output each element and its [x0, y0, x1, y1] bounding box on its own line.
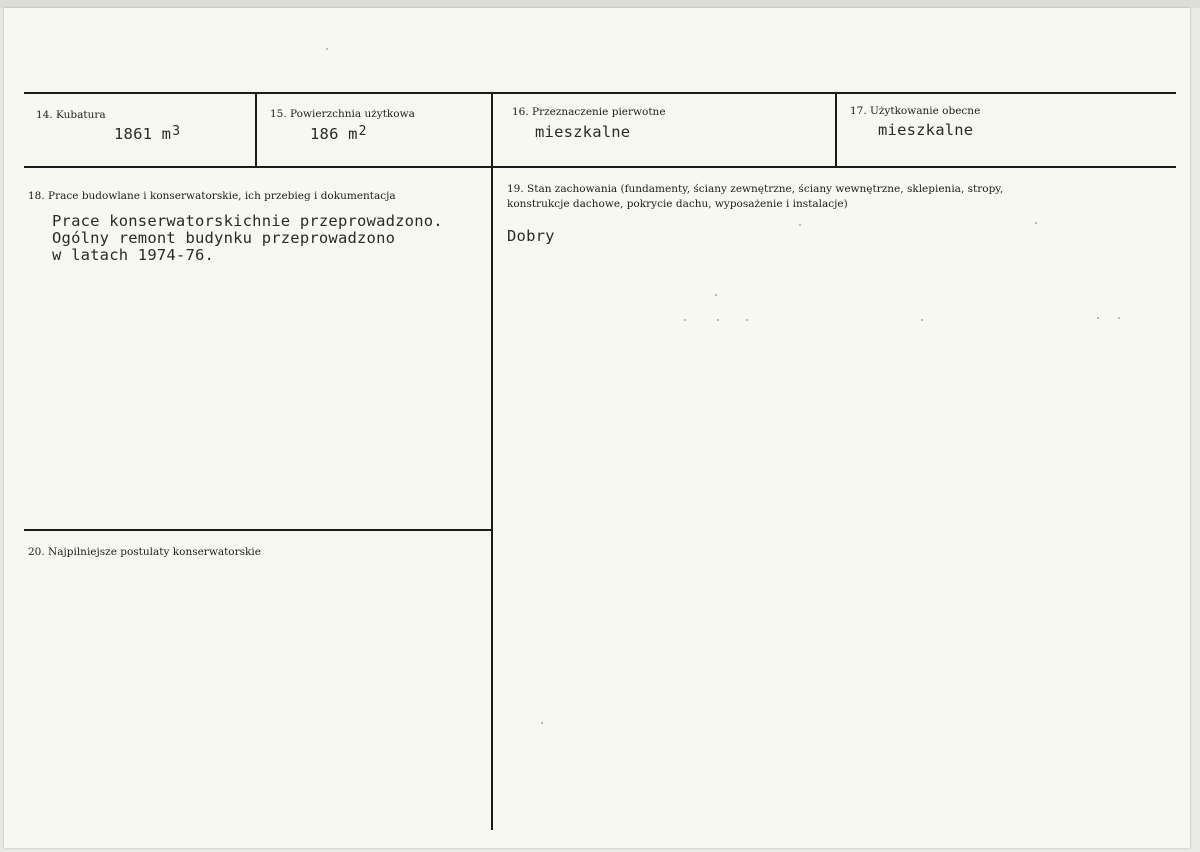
field-15-exponent: 2 — [358, 124, 367, 139]
record-card — [4, 8, 1190, 848]
field-18-label: 18. Prace budowlane i konserwatorskie, ich przebieg i dokumentacja — [28, 190, 396, 202]
divider-14-15 — [255, 92, 257, 168]
paper-speck — [1097, 317, 1099, 319]
paper-speck — [921, 319, 923, 321]
field-18-line-3: w latach 1974-76. — [52, 246, 215, 264]
field-20-label: 20. Najpilniejsze postulaty konserwatorskie — [28, 546, 261, 558]
field-19-label: 19. Stan zachowania (fundamenty, ściany zewnętrzne, ściany wewnętrzne, sklepienia, stropy, konstrukcje dachowe, pokrycie dachu, wyposażenie i instalacje) — [507, 183, 1004, 210]
field-16-value: mieszkalne — [535, 123, 631, 141]
paper-speck — [1035, 222, 1037, 224]
divider-15-16 — [491, 92, 493, 830]
divider-16-17 — [835, 92, 837, 168]
paper-speck — [541, 722, 543, 724]
field-15-value — [310, 126, 367, 143]
paper-speck — [799, 224, 801, 226]
field-17-label: 17. Użytkowanie obecne — [850, 105, 981, 117]
paper-speck — [326, 48, 328, 50]
row1-bottom-rule — [24, 166, 1176, 168]
field-15-number: 186 m — [310, 125, 358, 143]
paper-speck — [746, 319, 748, 321]
paper-speck — [1118, 317, 1120, 319]
field-19-value: Dobry — [507, 227, 555, 245]
field-16-label: 16. Przeznaczenie pierwotne — [512, 106, 666, 118]
field-15-label: 15. Powierzchnia użytkowa — [270, 108, 415, 120]
field-14-exponent: 3 — [172, 124, 181, 139]
field-17-value: mieszkalne — [878, 121, 974, 139]
paper-speck — [717, 319, 719, 321]
section18-bottom-rule — [24, 529, 491, 531]
field-14-value — [114, 126, 180, 143]
field-18-line-1: Prace konserwatorskichnie przeprowadzono. — [52, 212, 443, 230]
field-14-number: 1861 m — [114, 125, 172, 143]
paper-speck — [715, 294, 717, 296]
field-18-line-2: Ogólny remont budynku przeprowadzono — [52, 229, 396, 247]
scan-top-edge — [0, 0, 1200, 8]
paper-speck — [684, 319, 686, 321]
field-14-label: 14. Kubatura — [36, 109, 106, 121]
table-top-rule — [24, 92, 1176, 94]
